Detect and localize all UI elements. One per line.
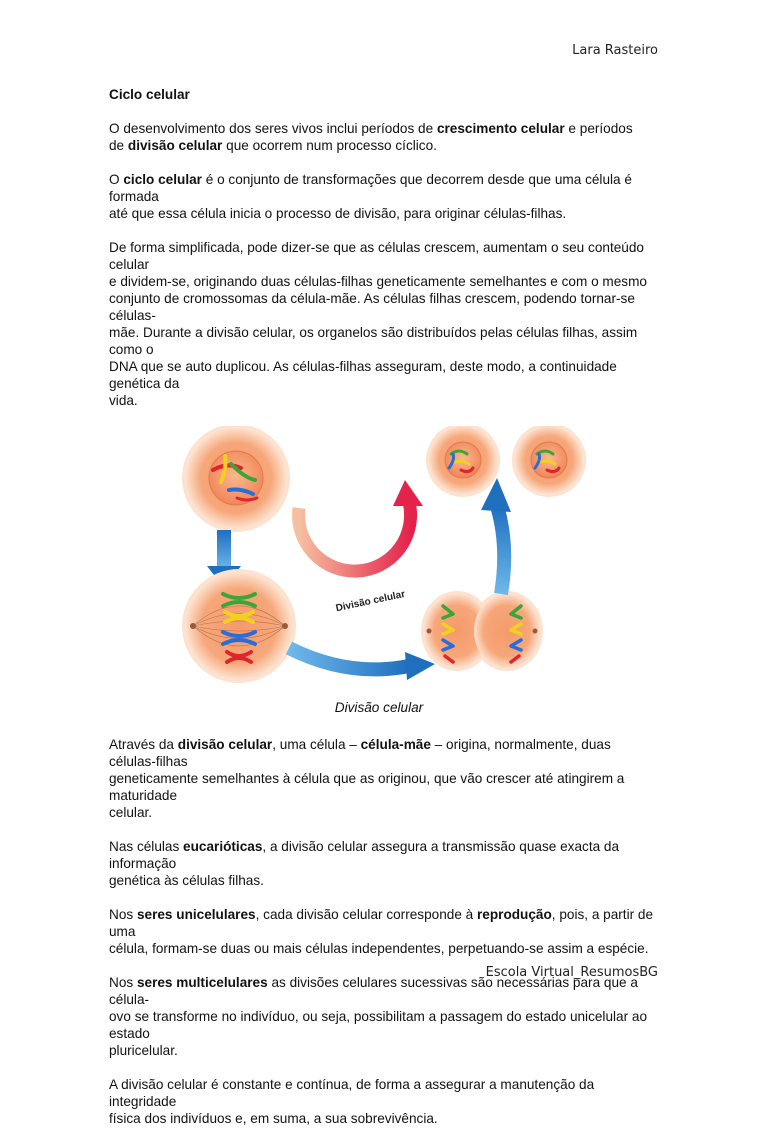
arrow-label: Divisão celular [334, 588, 407, 615]
bold-term: divisão celular [127, 138, 223, 153]
document-title: Ciclo celular [109, 87, 190, 102]
arrow-right-icon [289, 648, 435, 680]
bold-term: crescimento celular [436, 121, 565, 136]
metaphase-cell [182, 569, 296, 683]
text-run: Nos [109, 975, 137, 990]
intro-paragraphs [109, 120, 661, 409]
paragraph [109, 906, 661, 957]
text-run: – origina, normalmente, duas células-filhas geneticamente semelhantes à célula que as originou, que vão crescer até atingirem a maturidade celular. [109, 737, 625, 820]
bold-term: ciclo celular [123, 172, 202, 187]
figure-caption: Divisão celular [334, 700, 424, 715]
parent-cell [182, 426, 290, 532]
paragraph [109, 120, 661, 154]
text-run: O desenvolvimento dos seres vivos inclui períodos de [109, 121, 437, 136]
text-run: é o conjunto de transformações que decorrem desde que uma célula é formada até que essa célula inicia o processo de divisão, para originar células-filhas. [109, 172, 632, 221]
text-run: A divisão celular é constante e contínua, de forma a assegurar a manutenção da integridade física dos indivíduos e, em suma, a sua sobrevivência. [109, 1077, 595, 1126]
text-run: que ocorrem num processo cíclico. [222, 138, 437, 153]
text-run: , pois, a partir de uma célula, formam-se duas ou mais células independentes, perpetuando-se assim a espécie. [109, 907, 654, 956]
bold-term: divisão celular [177, 737, 273, 752]
text-run: e períodos de [109, 121, 633, 153]
text-run: Nas células [109, 839, 184, 854]
division-cycle-arrow-icon [299, 480, 423, 571]
daughter-cell-left [426, 426, 500, 497]
paragraph [109, 838, 661, 889]
body-paragraphs [109, 736, 661, 1127]
text-run: , uma célula – [272, 737, 361, 752]
text-run: O [109, 172, 124, 187]
paragraph [109, 1076, 661, 1127]
arrow-up-icon [481, 478, 511, 594]
bold-term: seres multicelulares [136, 975, 268, 990]
daughter-cell-right [512, 426, 586, 497]
dividing-cell [421, 591, 543, 671]
text-run: Através da [109, 737, 178, 752]
paragraph [109, 736, 661, 821]
bold-term: célula-mãe [360, 737, 431, 752]
footer-source: Escola Virtual_ResumosBG [485, 965, 658, 980]
bold-term: eucarióticas [183, 839, 263, 854]
paragraph [109, 171, 661, 222]
paragraph [109, 239, 661, 409]
text-run: as divisões celulares sucessivas são necessárias para que a célula- ovo se transforme no indivíduo, ou seja, possibilitam a passagem do estado unicelular ao estado pluricelular. [109, 975, 648, 1058]
paragraph [109, 974, 661, 1059]
bold-term: seres unicelulares [136, 907, 256, 922]
cell-division-figure [109, 426, 661, 691]
document-body [109, 86, 661, 1144]
text-run: , cada divisão celular corresponde à [255, 907, 477, 922]
cell-cycle-diagram [109, 426, 661, 691]
text-run: Nos [109, 907, 137, 922]
text-run: , a divisão celular assegura a transmissão quase exacta da informação genética às células filhas. [109, 839, 620, 888]
text-run: De forma simplificada, pode dizer-se que as células crescem, aumentam o seu conteúdo celular e dividem-se, originando duas células-filhas geneticamente semelhantes e com o mesmo conjunto de cromossomas da célula-mãe. As células filhas crescem, podendo tornar-se células- mãe. Durante a divisão celular, os organelos são distribuídos pelas células filhas, assim como o DNA que se auto duplicou. As células-filhas asseguram, deste modo, a continuidade genética da vida. [109, 240, 647, 408]
bold-term: reprodução [477, 907, 552, 922]
header-author: Lara Rasteiro [572, 43, 658, 58]
